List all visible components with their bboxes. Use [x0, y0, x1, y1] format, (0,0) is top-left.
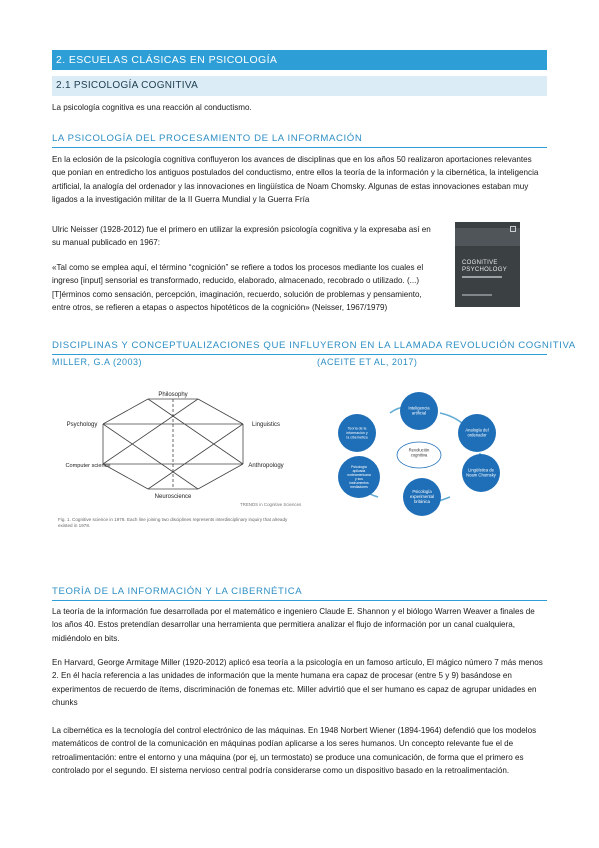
book-cover-image [455, 222, 520, 307]
node-anthropology: Anthropology [248, 463, 284, 469]
cycle-node-computer-analogy-label: Analogía del ordenador [465, 427, 489, 438]
cycle-center-label: Revolución cognitiva [408, 447, 430, 458]
paragraph-confluence: En la eclosión de la psicología cognitiva confluyeron los avances de disciplinas que en los años 50 realizaron aportaciones relevantes que ponían en entredicho los antiguos postulados del conductismo, entre ellos la teoría de la información y la cibernética, la inteligencia artificial, la analogía del ordenador y las innovaciones en lingüística de Noam Chomsky. Algunas de estas innovaciones estaban muy ligados a la investigación militar de la II Guerra Mundial y la Guerra Fría [52, 155, 539, 205]
heading-information-theory: TEORÍA DE LA INFORMACIÓN Y LA CIBERNÉTICA [52, 586, 547, 601]
neisser-quote: «Tal como se emplea aquí, el término “cognición” se refiere a todos los procesos mediante los cuales el ingreso [input] sensorial es transformado, reducido, elaborado, almacenado, recobrado o utilizado. (...) [T]érminos como sensación, percepción, imaginación, recuerdo, solución de problemas y pensamiento, entre otros, se refieren a etapas o aspectos hipotéticos de la cognición» (Neisser, 1967/1979) [52, 263, 424, 313]
paragraph-shannon: La teoría de la información fue desarrollada por el matemático e ingeniero Claude E. Shannon y el biólogo Warren Weaver a finales de los años 40. Estos pretendían desarrollar una herramienta que permitiera analizar el flujo de información por un canal cualquiera, midiéndolo en bits. [52, 607, 535, 643]
node-neuroscience: Neuroscience [154, 494, 192, 500]
node-computer-science: Computer science [65, 463, 111, 469]
paragraph-miller: En Harvard, George Armitage Miller (1920-2012) aplicó esa teoría a la psicología en un famoso artículo, El mágico número 7 más menos 2. En él hacía referencia a las unidades de información que la mente humana era capaz de procesar (entre 5 y 9) basándose en experimentos de recuerdo de ítems, discriminación de fonemas etc. Miller advirtió que el ser humano es capaz de agrupar unidades en chunks [52, 658, 543, 708]
cycle-node-chomsky-label: Lingüística de Noam Chomsky [466, 467, 496, 478]
cycle-node-applied-psychology-label: Psicología aplicada norteamericana y sus instrumentos mediadores [347, 464, 371, 490]
section-header: 2. ESCUELAS CLÁSICAS EN PSICOLOGÍA [52, 50, 547, 70]
cycle-node-ai-label: Inteligencia artificial [408, 405, 430, 416]
publisher-logo-icon [510, 226, 516, 232]
figure-source-left: MILLER, G.A (2003) [52, 357, 143, 367]
figure-caption: Fig. 1. Cognitive science in 1978. Each line joining two disciplines represents interdisciplinary inquiry that already existed in 1978. [58, 517, 288, 528]
heading-processing: LA PSICOLOGÍA DEL PROCESAMIENTO DE LA INFORMACIÓN [52, 133, 547, 148]
heading-disciplines: DISCIPLINAS Y CONCEPTUALIZACIONES QUE INFLUYERON EN LA LLAMADA REVOLUCIÓN COGNITIVA [52, 340, 547, 355]
book-cover-title: COGNITIVE PSYCHOLOGY [462, 260, 508, 273]
paragraph-cybernetics: La cibernética es la tecnología del control electrónico de las máquinas. En 1948 Norbert Wiener (1894-1964) defendió que los modelos matemáticos de control de la comunicación en máquinas podían aplicarse a los seres humanos. Un concepto relevante fue el de retroalimentación: entre el entorno y una máquina (por ej, un termostato) se produce una comunicación, de forma que el primero es controlado por el segundo. El sistema nervioso central podría considerarse como un dispositivo basado en la retroalimentación. [52, 726, 537, 776]
node-linguistics: Linguistics [251, 422, 281, 428]
subsection-header: 2.1 PSICOLOGÍA COGNITIVA [52, 76, 547, 96]
cognitive-revolution-cycle-diagram [318, 391, 520, 519]
cycle-node-information-theory-label: Teoría de la información y la cibernética [346, 426, 368, 440]
cycle-node-british-psychology-label: Psicología experimental británica [410, 488, 434, 505]
paragraph-neisser: Ulric Neisser (1928-2012) fue el primero en utilizar la expresión psicología cognitiva y la expresaba así en su manual publicado en 1967: [52, 225, 431, 248]
intro-paragraph: La psicología cognitiva es una reacción al conductismo. [52, 103, 252, 112]
figure-credit: TRENDS in Cognitive Sciences [240, 502, 302, 507]
node-psychology: Psychology [66, 422, 98, 428]
figure-source-right: (ACEITE ET AL, 2017) [317, 357, 418, 367]
node-philosophy: Philosophy [158, 392, 188, 398]
